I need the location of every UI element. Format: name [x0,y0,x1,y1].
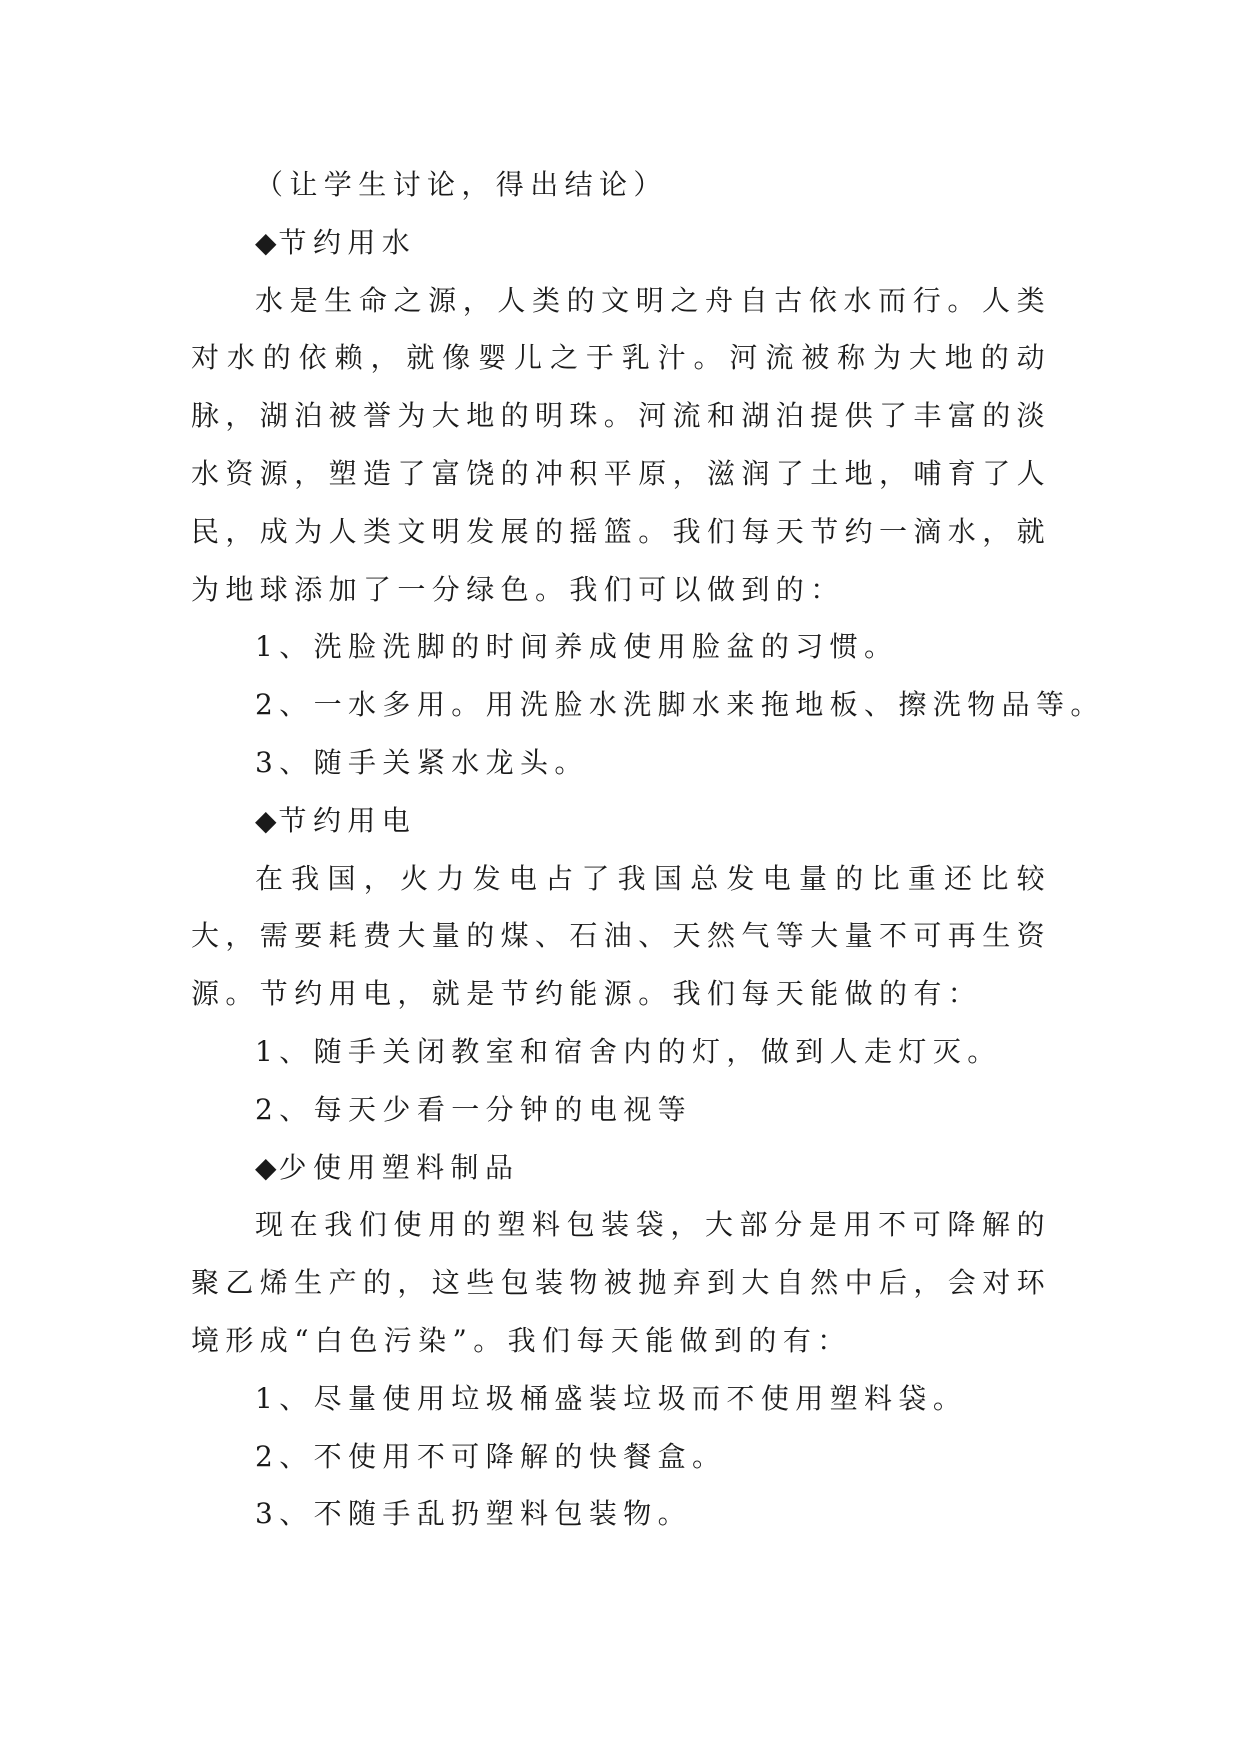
paragraph-water: 水是生命之源，人类的文明之舟自古依水而行。人类对水的依赖，就像婴儿之于乳汁。河流被称为大地的动脉，湖泊被誉为大地的明珠。河流和湖泊提供了丰富的淡水资源，塑造了富饶的冲积平原，滋润了土地，哺育了人民，成为人类文明发展的摇篮。我们每天节约一滴水，就为地球添加了一分绿色。我们可以做到的： [191,283,1052,606]
paragraph-plastics: 现在我们使用的塑料包装袋，大部分是用不可降解的聚乙烯生产的，这些包装物被抛弃到大自然中后，会对环境形成“白色污染”。我们每天能做到的有： [191,1208,1052,1357]
section-heading-label: 节约用电 [278,803,417,837]
list-item: 3、不随手乱扔塑料包装物。 [255,1497,693,1531]
intro-note: （让学生讨论，得出结论） [255,168,668,201]
section-heading-plastics [191,1139,1051,1197]
list-item: 2、不使用不可降解的快餐盒。 [255,1439,727,1473]
list-item: 2、一水多用。用洗脸水洗脚水来拖地板、擦洗物品等。 [255,688,1105,722]
list-item: 2、每天少看一分钟的电视等 [255,1092,693,1126]
section-heading-label: 少使用塑料制品 [278,1150,520,1184]
section-heading-electricity [191,792,1051,850]
section-heading-label: 节约用水 [278,225,417,259]
list-item: 3、随手关紧水龙头。 [255,745,589,779]
list-item: 1、洗脸洗脚的时间养成使用脸盆的习惯。 [255,630,899,664]
paragraph-electricity: 在我国，火力发电占了我国总发电量的比重还比较大，需要耗费大量的煤、石油、天然气等大量不可再生资源。节约用电，就是节约能源。我们每天能做的有： [191,861,1052,1011]
diamond-bullet-icon: ◆ [255,225,277,259]
diamond-bullet-icon: ◆ [255,1150,277,1184]
list-item: 1、随手关闭教室和宿舍内的灯，做到人走灯灭。 [255,1034,1002,1068]
list-item: 1、尽量使用垃圾桶盛装垃圾而不使用塑料袋。 [255,1381,968,1415]
section-heading-water [191,214,1051,272]
document-body [191,156,1105,1543]
diamond-bullet-icon: ◆ [255,803,277,837]
